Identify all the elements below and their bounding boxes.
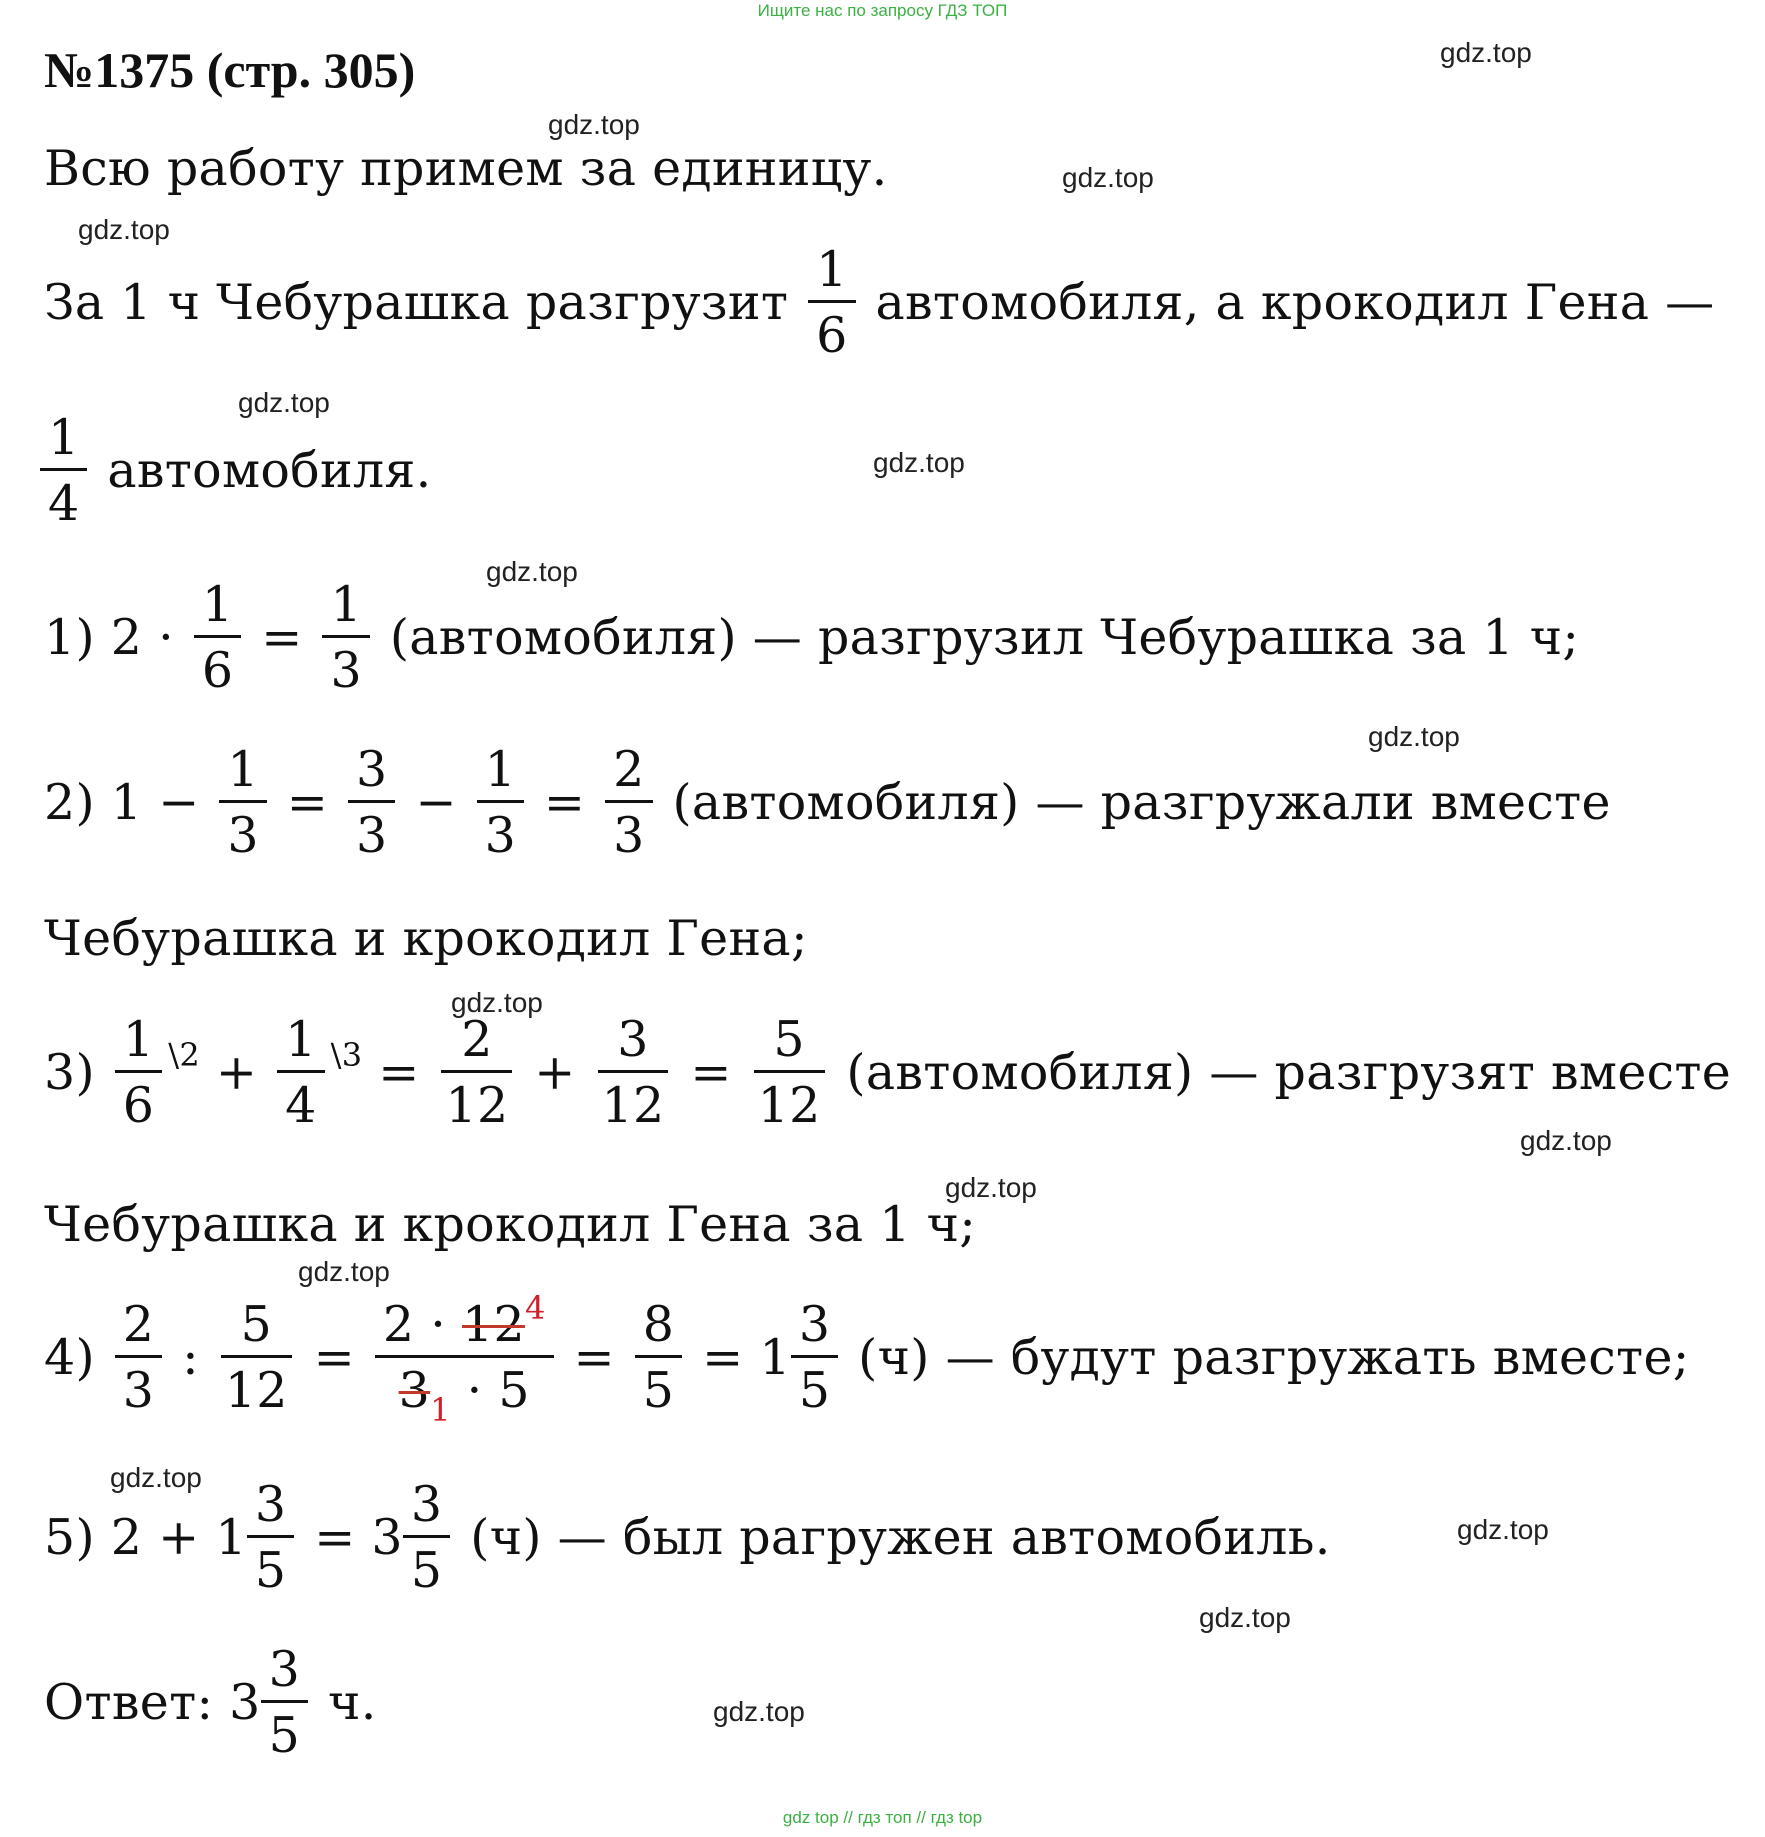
watermark: gdz.top	[548, 109, 640, 140]
fraction: $\frac{1}{3}$	[326, 580, 365, 695]
search-hint-banner: Ищите нас по запросу ГДЗ ТОП	[757, 1, 1008, 20]
watermark: gdz.top	[1062, 162, 1154, 193]
watermark: gdz.top	[873, 447, 965, 478]
fraction: $\frac{3}{5}$	[795, 1300, 834, 1415]
fraction: $\frac{8}{5}$	[639, 1300, 678, 1415]
step-3-continuation: Чебурашка и крокодил Гена за 1 ч;	[44, 1196, 977, 1253]
fraction: $\frac{3}{12}$	[600, 1015, 667, 1130]
reduced-fraction: $\frac{2 \cdot 12^4}{3_1 \cdot 5}$	[379, 1300, 550, 1415]
extra-factor: \3	[330, 1035, 363, 1074]
intro-text: Всю работу примем за единицу.	[44, 140, 888, 197]
fraction: $\frac{2}{12}$	[443, 1015, 510, 1130]
step-2-continuation: Чебурашка и крокодил Гена;	[44, 910, 808, 967]
fraction: $\frac{1}{6}$	[812, 245, 851, 360]
extra-factor: \2	[168, 1035, 201, 1074]
fraction: $\frac{3}{5}$	[251, 1480, 290, 1595]
answer: Ответ: 3 $\frac{3}{5}$ ч.	[44, 1641, 377, 1764]
fraction: $\frac{2}{3}$	[609, 745, 648, 860]
fraction: $\frac{1}{3}$	[223, 745, 262, 860]
fraction: $\frac{5}{12}$	[756, 1015, 823, 1130]
step-5: 5) 2 + 1 $\frac{3}{5}$ = 3 $\frac{3}{5}$ (ч) — был рагружен автомобиль.	[44, 1476, 1331, 1599]
watermark: gdz.top	[713, 1696, 805, 1727]
step-4: 4) $\frac{2}{3}$ : $\frac{5}{12}$ = $\frac{2 \cdot 12^4}{3_1 \cdot 5}$ = $\frac{8}{5}$ = 1 $\frac{3}{5}$ (ч) — будут разгружать вместе;	[44, 1289, 1690, 1429]
reduced-value: 1	[430, 1391, 451, 1429]
fraction: $\frac{1}{3}$	[481, 745, 520, 860]
fraction: $\frac{1}{6}$	[198, 580, 237, 695]
step-2: 2) 1 − $\frac{1}{3}$ = $\frac{3}{3}$ − $\frac{1}{3}$ = $\frac{2}{3}$ (автомобиля) — разгружали вместе	[44, 741, 1611, 864]
fraction: $\frac{3}{5}$	[407, 1480, 446, 1595]
fraction: $\frac{5}{12}$	[223, 1300, 290, 1415]
step-3: 3) $\frac{1}{6}$ \2 + $\frac{1}{4}$ \3 = $\frac{2}{12}$ + $\frac{3}{12}$ = $\frac{5}{12}$ (автомобиля) — разгрузят вместе	[44, 1011, 1732, 1134]
fraction: $\frac{3}{5}$	[265, 1645, 304, 1760]
watermark: gdz.top	[1520, 1125, 1612, 1156]
watermark: gdz.top	[238, 387, 330, 418]
fraction: $\frac{1}{4}$	[44, 413, 83, 528]
watermark: gdz.top	[1457, 1514, 1549, 1545]
reduced-value: 4	[524, 1289, 546, 1327]
footer-banner: gdz top // гдз топ // гдз top	[782, 1808, 983, 1827]
fraction: $\frac{1}{6}$	[119, 1015, 158, 1130]
fraction: $\frac{1}{4}$	[281, 1015, 320, 1130]
crossed-number: 12	[462, 1296, 525, 1353]
watermark: gdz.top	[1440, 37, 1532, 68]
watermark: gdz.top	[298, 1256, 390, 1287]
watermark: gdz.top	[1368, 721, 1460, 752]
fraction: $\frac{3}{3}$	[352, 745, 391, 860]
watermark: gdz.top	[451, 987, 543, 1018]
problem-title: №1375 (стр. 305)	[44, 42, 416, 98]
watermark: gdz.top	[78, 214, 170, 245]
watermark: gdz.top	[486, 556, 578, 587]
rate-statement: За 1 ч Чебурашка разгрузит $\frac{1}{6}$ автомобиля, а крокодил Гена —	[44, 241, 1715, 364]
step-1: 1) 2 · $\frac{1}{6}$ = $\frac{1}{3}$ (автомобиля) — разгрузил Чебурашка за 1 ч;	[44, 576, 1580, 699]
crossed-number: 3	[398, 1362, 431, 1419]
watermark: gdz.top	[110, 1462, 202, 1493]
fraction: $\frac{2}{3}$	[119, 1300, 158, 1415]
watermark: gdz.top	[945, 1172, 1037, 1203]
rate-statement-cont: $\frac{1}{4}$ автомобиля.	[44, 413, 431, 528]
watermark: gdz.top	[1199, 1602, 1291, 1633]
